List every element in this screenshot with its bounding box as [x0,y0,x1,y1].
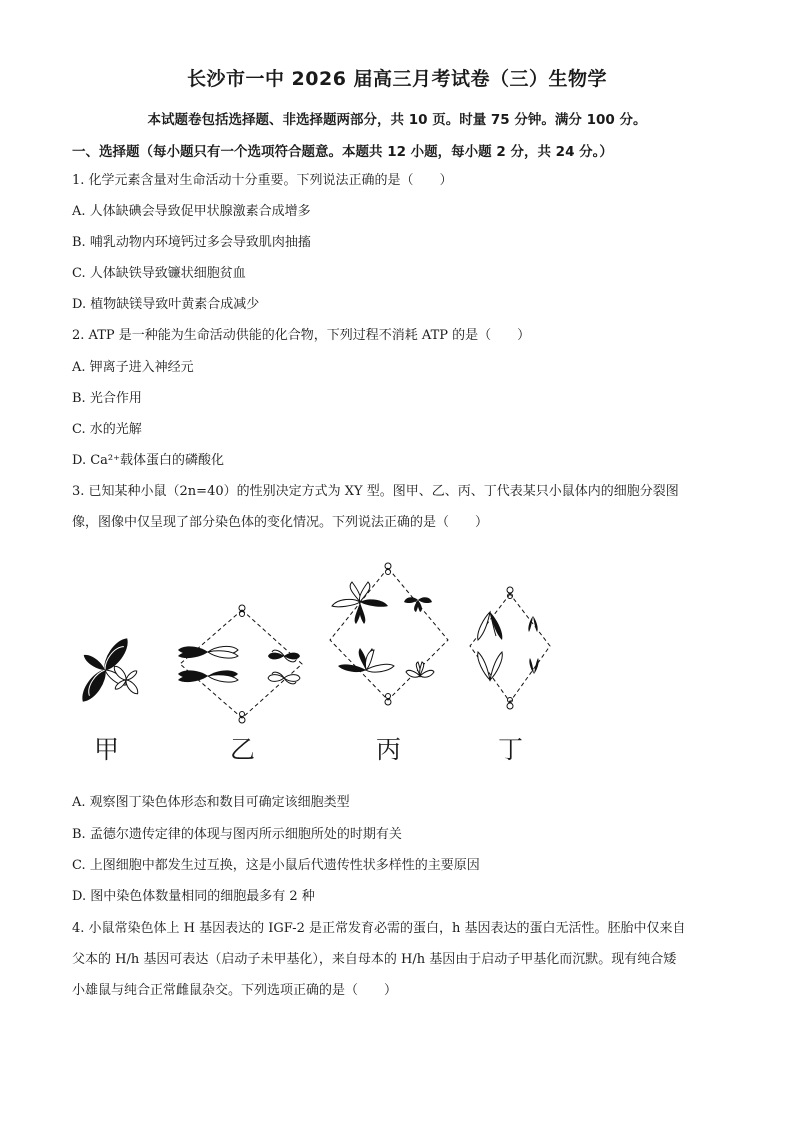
bing-upper-large [332,582,388,624]
question-2-option-d: D. Ca²⁺载体蛋白的磷酸化 [72,453,224,468]
cell-jia [62,624,148,716]
question-1-option-d: D. 植物缺镁导致叶黄素合成减少 [72,297,260,312]
cell-yi [178,605,302,723]
question-4-stem-line-2: 父本的 H/h 基因可表达（启动子未甲基化），来自母本的 H/h 基因由于启动子甲基化而沉默。现有纯合矮 [72,952,677,967]
question-2-stem: 2. ATP 是一种能为生命活动供能的化合物，下列过程不消耗 ATP 的是（ ） [72,328,531,343]
jia-chromosome-large [62,624,148,716]
question-2-option-c: C. 水的光解 [72,422,142,437]
yi-small-top [268,650,300,662]
ding-upper-large [478,612,503,640]
section-heading: 一、选择题（每小题只有一个选项符合题意。本题共 12 小题，每小题 2 分，共 24 分。） [72,144,613,160]
question-2-option-b: B. 光合作用 [72,391,142,406]
question-1-option-c: C. 人体缺铁导致镰状细胞贫血 [72,266,246,281]
question-3-stem-line-2: 像，图像中仅呈现了部分染色体的变化情况。下列说法正确的是（ ） [72,515,489,530]
bing-lower-large [338,648,394,672]
cell-division-figure [60,552,580,772]
bing-upper-small [404,597,432,612]
question-4-stem-line-1: 4. 小鼠常染色体上 H 基因表达的 IGF-2 是正常发育必需的蛋白，h 基因表达的蛋白无活性。胚胎中仅来自 [72,921,686,936]
exam-subtitle: 本试题卷包括选择题、非选择题两部分，共 10 页。时量 75 分钟。满分 100 分。 [147,112,647,128]
ding-lower-large [478,652,503,680]
yi-small-bottom [268,672,300,684]
question-3-option-c: C. 上图细胞中都发生过互换，这是小鼠后代遗传性状多样性的主要原因 [72,858,480,873]
bing-lower-small [406,662,434,677]
question-3-stem-line-1: 3. 已知某种小鼠（2n=40）的性别决定方式为 XY 型。图甲、乙、丙、丁代表某只小鼠体内的细胞分裂图 [72,484,679,499]
question-1-option-a: A. 人体缺碘会导致促甲状腺激素合成增多 [72,204,311,219]
yi-tetrad-top [178,646,238,658]
label-yi: 乙 [230,735,256,764]
ding-lower-small [529,658,538,674]
question-1-stem: 1. 化学元素含量对生命活动十分重要。下列说法正确的是（ ） [72,173,453,188]
label-bing: 丙 [376,735,402,764]
cell-ding [470,587,550,709]
exam-title: 长沙市一中 2026 届高三月考试卷（三）生物学 [186,68,608,90]
label-ding: 丁 [498,735,524,764]
question-3-option-a: A. 观察图丁染色体形态和数目可确定该细胞类型 [72,795,350,810]
label-jia: 甲 [94,735,120,764]
question-1-option-b: B. 哺乳动物内环境钙过多会导致肌肉抽搐 [72,235,311,250]
question-3-option-b: B. 孟德尔遗传定律的体现与图丙所示细胞所处的时期有关 [72,827,402,842]
yi-tetrad-bottom [178,670,238,682]
question-3-option-d: D. 图中染色体数量相同的细胞最多有 2 种 [72,889,315,904]
question-4-stem-line-3: 小雄鼠与纯合正常雌鼠杂交。下列选项正确的是（ ） [72,983,398,998]
question-2-option-a: A. 钾离子进入神经元 [72,360,194,375]
cell-bing [330,563,448,705]
